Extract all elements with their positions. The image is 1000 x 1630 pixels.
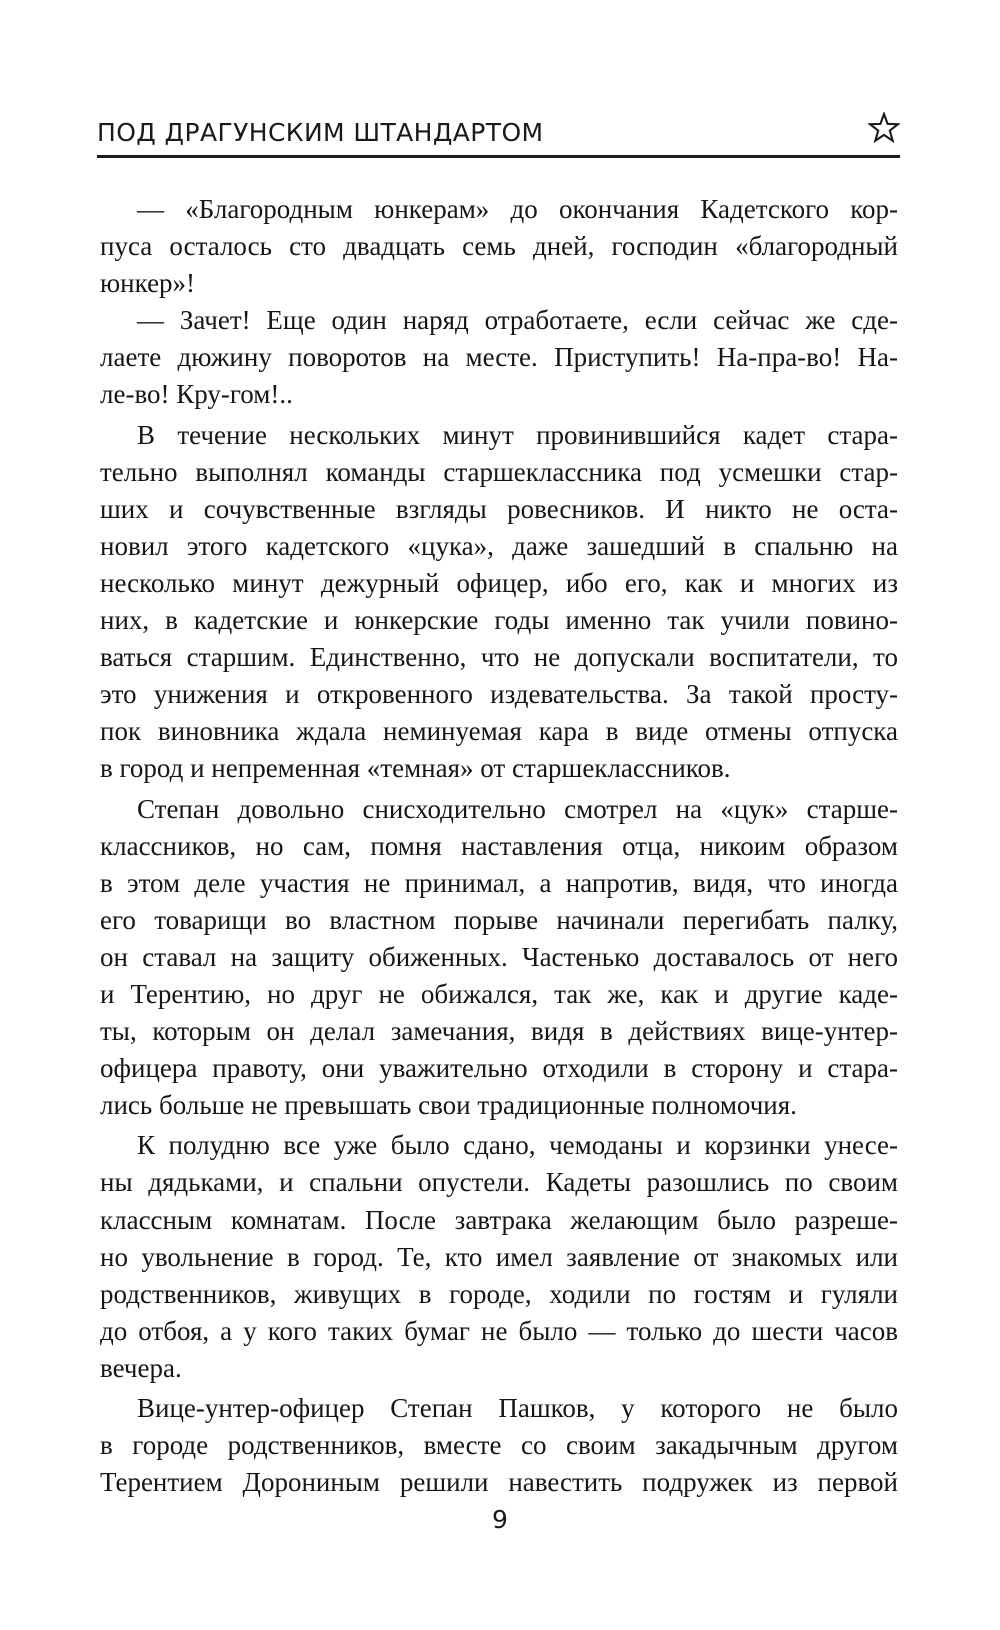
text-line: Терентием Дорониным решили навестить подружек из первой [100,1467,898,1498]
paragraph [100,1127,898,1387]
star-icon [868,112,900,144]
text-line: ты, которым он делал замечания, видя в действиях вице-унтер- [100,1016,898,1047]
text-line: в городе родственников, вместе со своим закадычным другом [100,1430,898,1461]
text-line: в город и непременная «темная» от старшеклассников. [100,753,731,784]
text-line: пок виновника ждала неминуемая кара в виде отмены отпуска [100,716,898,747]
text-line: лись больше не превышать свои традиционные полномочия. [100,1090,797,1121]
header-rule [97,155,900,158]
text-line: классным комнатам. После завтрака желающим было разреше- [100,1204,898,1235]
paragraph [100,1390,898,1501]
running-head-title: ПОД ДРАГУНСКИМ ШТАНДАРТОМ [97,118,544,147]
text-line: — Зачет! Еще один наряд отработаете, если сейчас же сде- [137,305,898,336]
text-line: юнкер»! [100,268,196,299]
text-line: его товарищи во властном порыве начинали перегибать палку, [100,904,898,935]
text-line: и Терентию, но друг не обижался, так же, как и другие каде- [100,978,898,1009]
text-line: классников, но сам, помня наставления отца, никоим образом [100,830,898,861]
paragraph [100,191,898,302]
text-line: несколько минут дежурный офицер, ибо его, как и многих из [100,567,898,598]
text-line: но увольнение в город. Те, кто имел заявление от знакомых или [100,1241,898,1272]
text-line: это унижения и откровенного издевательства. За такой просту- [100,679,898,710]
text-line: тельно выполнял команды старшеклассника под усмешки стар- [100,456,898,487]
text-line: Вице-унтер-офицер Степан Пашков, у которого не было [137,1393,898,1423]
text-line: в этом деле участия не принимал, а напротив, видя, что иногда [100,867,898,898]
text-line: вечера. [100,1352,182,1383]
paragraph [100,302,898,413]
paragraph [100,417,898,788]
text-line: до отбоя, а у кого таких бумаг не было — только до шести часов [100,1315,898,1346]
text-line: офицера правоту, они уважительно отходили в сторону и стара- [100,1053,898,1084]
text-line: Степан довольно снисходительно смотрел на «цук» старше- [137,793,898,824]
text-line: пуса осталось сто двадцать семь дней, господин «благородный [100,231,898,262]
text-line: ле-во! Кру-гом!.. [100,379,293,410]
text-line: он ставал на защиту обиженных. Частенько доставалось от него [100,941,898,972]
text-line: них, в кадетские и юнкерские годы именно так учили повино- [100,605,898,636]
text-line: К полудню все уже было сдано, чемоданы и корзинки унесе- [137,1130,898,1161]
text-line: ваться старшим. Единственно, что не допускали воспитатели, то [100,642,898,673]
text-line: — «Благородным юнкерам» до окончания Кадетского кор- [137,194,898,224]
text-line: лаете дюжину поворотов на месте. Приступить! На-пра-во! На- [100,342,898,373]
text-line: родственников, живущих в городе, ходили по гостям и гуляли [100,1278,898,1309]
page-body [100,191,898,1501]
paragraph [100,791,898,1125]
text-line: ших и сочувственные взгляды ровесников. И никто не оста- [100,493,898,524]
text-line: В течение нескольких минут провинившийся кадет стара- [137,419,898,450]
page-number: 9 [492,1505,508,1534]
text-line: ны дядьками, и спальни опустели. Кадеты разошлись по своим [100,1167,898,1198]
text-line: новил этого кадетского «цука», даже зашедший в спальню на [100,530,898,561]
